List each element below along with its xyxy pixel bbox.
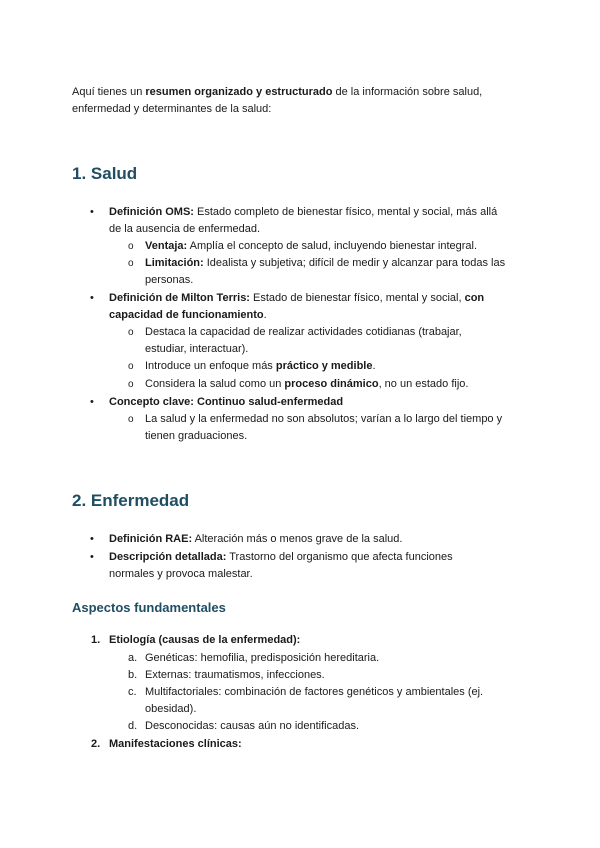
- concepto-clave: [109, 394, 343, 411]
- intro-text: Aquí tienes un: [72, 86, 146, 98]
- concepto-sub-cont: tienen graduaciones.: [145, 430, 248, 442]
- circle-bullet-icon: o: [128, 414, 134, 425]
- list-number: 2.: [91, 738, 101, 750]
- etiologia-a: Genéticas: hemofilia, predisposición hereditaria.: [145, 652, 380, 664]
- etiologia-label: Etiología (causas de la enfermedad):: [109, 634, 301, 646]
- heading-enfermedad: 2. Enfermedad: [72, 491, 190, 510]
- bullet-icon: [90, 204, 94, 221]
- circle-bullet-icon: o: [128, 361, 134, 372]
- intro-bold: resumen organizado y estructurado: [145, 86, 333, 98]
- bullet-icon: [90, 549, 94, 566]
- terris-sub-3: [145, 376, 468, 393]
- oms-limitacion: [145, 255, 505, 272]
- terris-sub-3-tail: , no un estado fijo.: [378, 378, 469, 390]
- terris-definition-cont: [109, 307, 267, 324]
- etiologia-b: Externas: traumatismos, infecciones.: [145, 669, 325, 681]
- rae-text: Alteración más o menos grave de la salud.: [192, 533, 403, 545]
- rae-label: Definición RAE:: [109, 533, 193, 545]
- list-letter: c.: [128, 686, 137, 698]
- oms-ventaja: [145, 238, 477, 255]
- heading-salud: 1. Salud: [72, 164, 138, 183]
- terris-sub-3-text: Considera la salud como un: [145, 378, 285, 390]
- descripcion-detallada: [109, 549, 453, 566]
- desc-label: Descripción detallada:: [109, 551, 227, 563]
- manifestaciones-label: Manifestaciones clínicas:: [109, 738, 242, 750]
- circle-bullet-icon: o: [128, 258, 134, 269]
- oms-definition: [109, 204, 497, 221]
- terris-bold: capacidad de funcionamiento: [109, 309, 264, 321]
- ventaja-text: Amplía el concepto de salud, incluyendo bienestar integral.: [187, 240, 478, 252]
- terris-sub-3-bold: proceso dinámico: [284, 378, 379, 390]
- heading-aspectos: Aspectos fundamentales: [72, 600, 226, 615]
- terris-sub-1-cont: estudiar, interactuar).: [145, 343, 249, 355]
- manifestaciones-item: [109, 736, 242, 753]
- circle-bullet-icon: o: [128, 327, 134, 338]
- circle-bullet-icon: o: [128, 379, 134, 390]
- intro-paragraph: [72, 84, 522, 118]
- bullet-icon: [90, 394, 94, 411]
- list-letter: d.: [128, 720, 138, 732]
- etiologia-d: Desconocidas: causas aún no identificadas.: [145, 720, 360, 732]
- terris-text: Estado de bienestar físico, mental y social,: [249, 292, 465, 304]
- bullet-icon: [90, 531, 94, 548]
- terris-sub-1: Destaca la capacidad de realizar actividades cotidianas (trabajar,: [145, 326, 462, 338]
- list-number: 1.: [91, 634, 101, 646]
- concepto-label: Concepto clave: Continuo salud-enfermedad: [109, 396, 344, 408]
- etiologia-item: [109, 632, 300, 649]
- list-letter: b.: [128, 669, 138, 681]
- oms-definition-cont: de la ausencia de enfermedad.: [109, 223, 261, 235]
- rae-definition: [109, 531, 402, 548]
- terris-sub-2-bold: práctico y medible: [275, 360, 373, 372]
- intro-text: de la información sobre salud,: [332, 86, 483, 98]
- etiologia-c-cont: obesidad).: [145, 703, 197, 715]
- terris-sub-2: [145, 358, 376, 375]
- intro-text: enfermedad y determinantes de la salud:: [72, 103, 272, 115]
- etiologia-c: Multifactoriales: combinación de factores genéticos y ambientales (ej.: [145, 686, 484, 698]
- terris-sub-2-text: Introduce un enfoque más: [145, 360, 276, 372]
- limitacion-text: Idealista y subjetiva; difícil de medir y alcanzar para todas las: [203, 257, 506, 269]
- ventaja-label: Ventaja:: [145, 240, 188, 252]
- concepto-sub: La salud y la enfermedad no son absolutos; varían a lo largo del tiempo y: [145, 413, 503, 425]
- oms-label: Definición OMS:: [109, 206, 194, 218]
- oms-limitacion-cont: personas.: [145, 274, 194, 286]
- terris-tail: .: [263, 309, 267, 321]
- limitacion-label: Limitación:: [145, 257, 204, 269]
- terris-definition: [109, 290, 484, 307]
- terris-sub-2-tail: .: [372, 360, 376, 372]
- terris-bold: con: [464, 292, 485, 304]
- circle-bullet-icon: o: [128, 241, 134, 252]
- desc-text: Trastorno del organismo que afecta funciones: [226, 551, 453, 563]
- descripcion-cont: normales y provoca malestar.: [109, 568, 253, 580]
- bullet-icon: [90, 290, 94, 307]
- oms-text: Estado completo de bienestar físico, mental y social, más allá: [193, 206, 498, 218]
- terris-label: Definición de Milton Terris:: [109, 292, 250, 304]
- list-letter: a.: [128, 652, 138, 664]
